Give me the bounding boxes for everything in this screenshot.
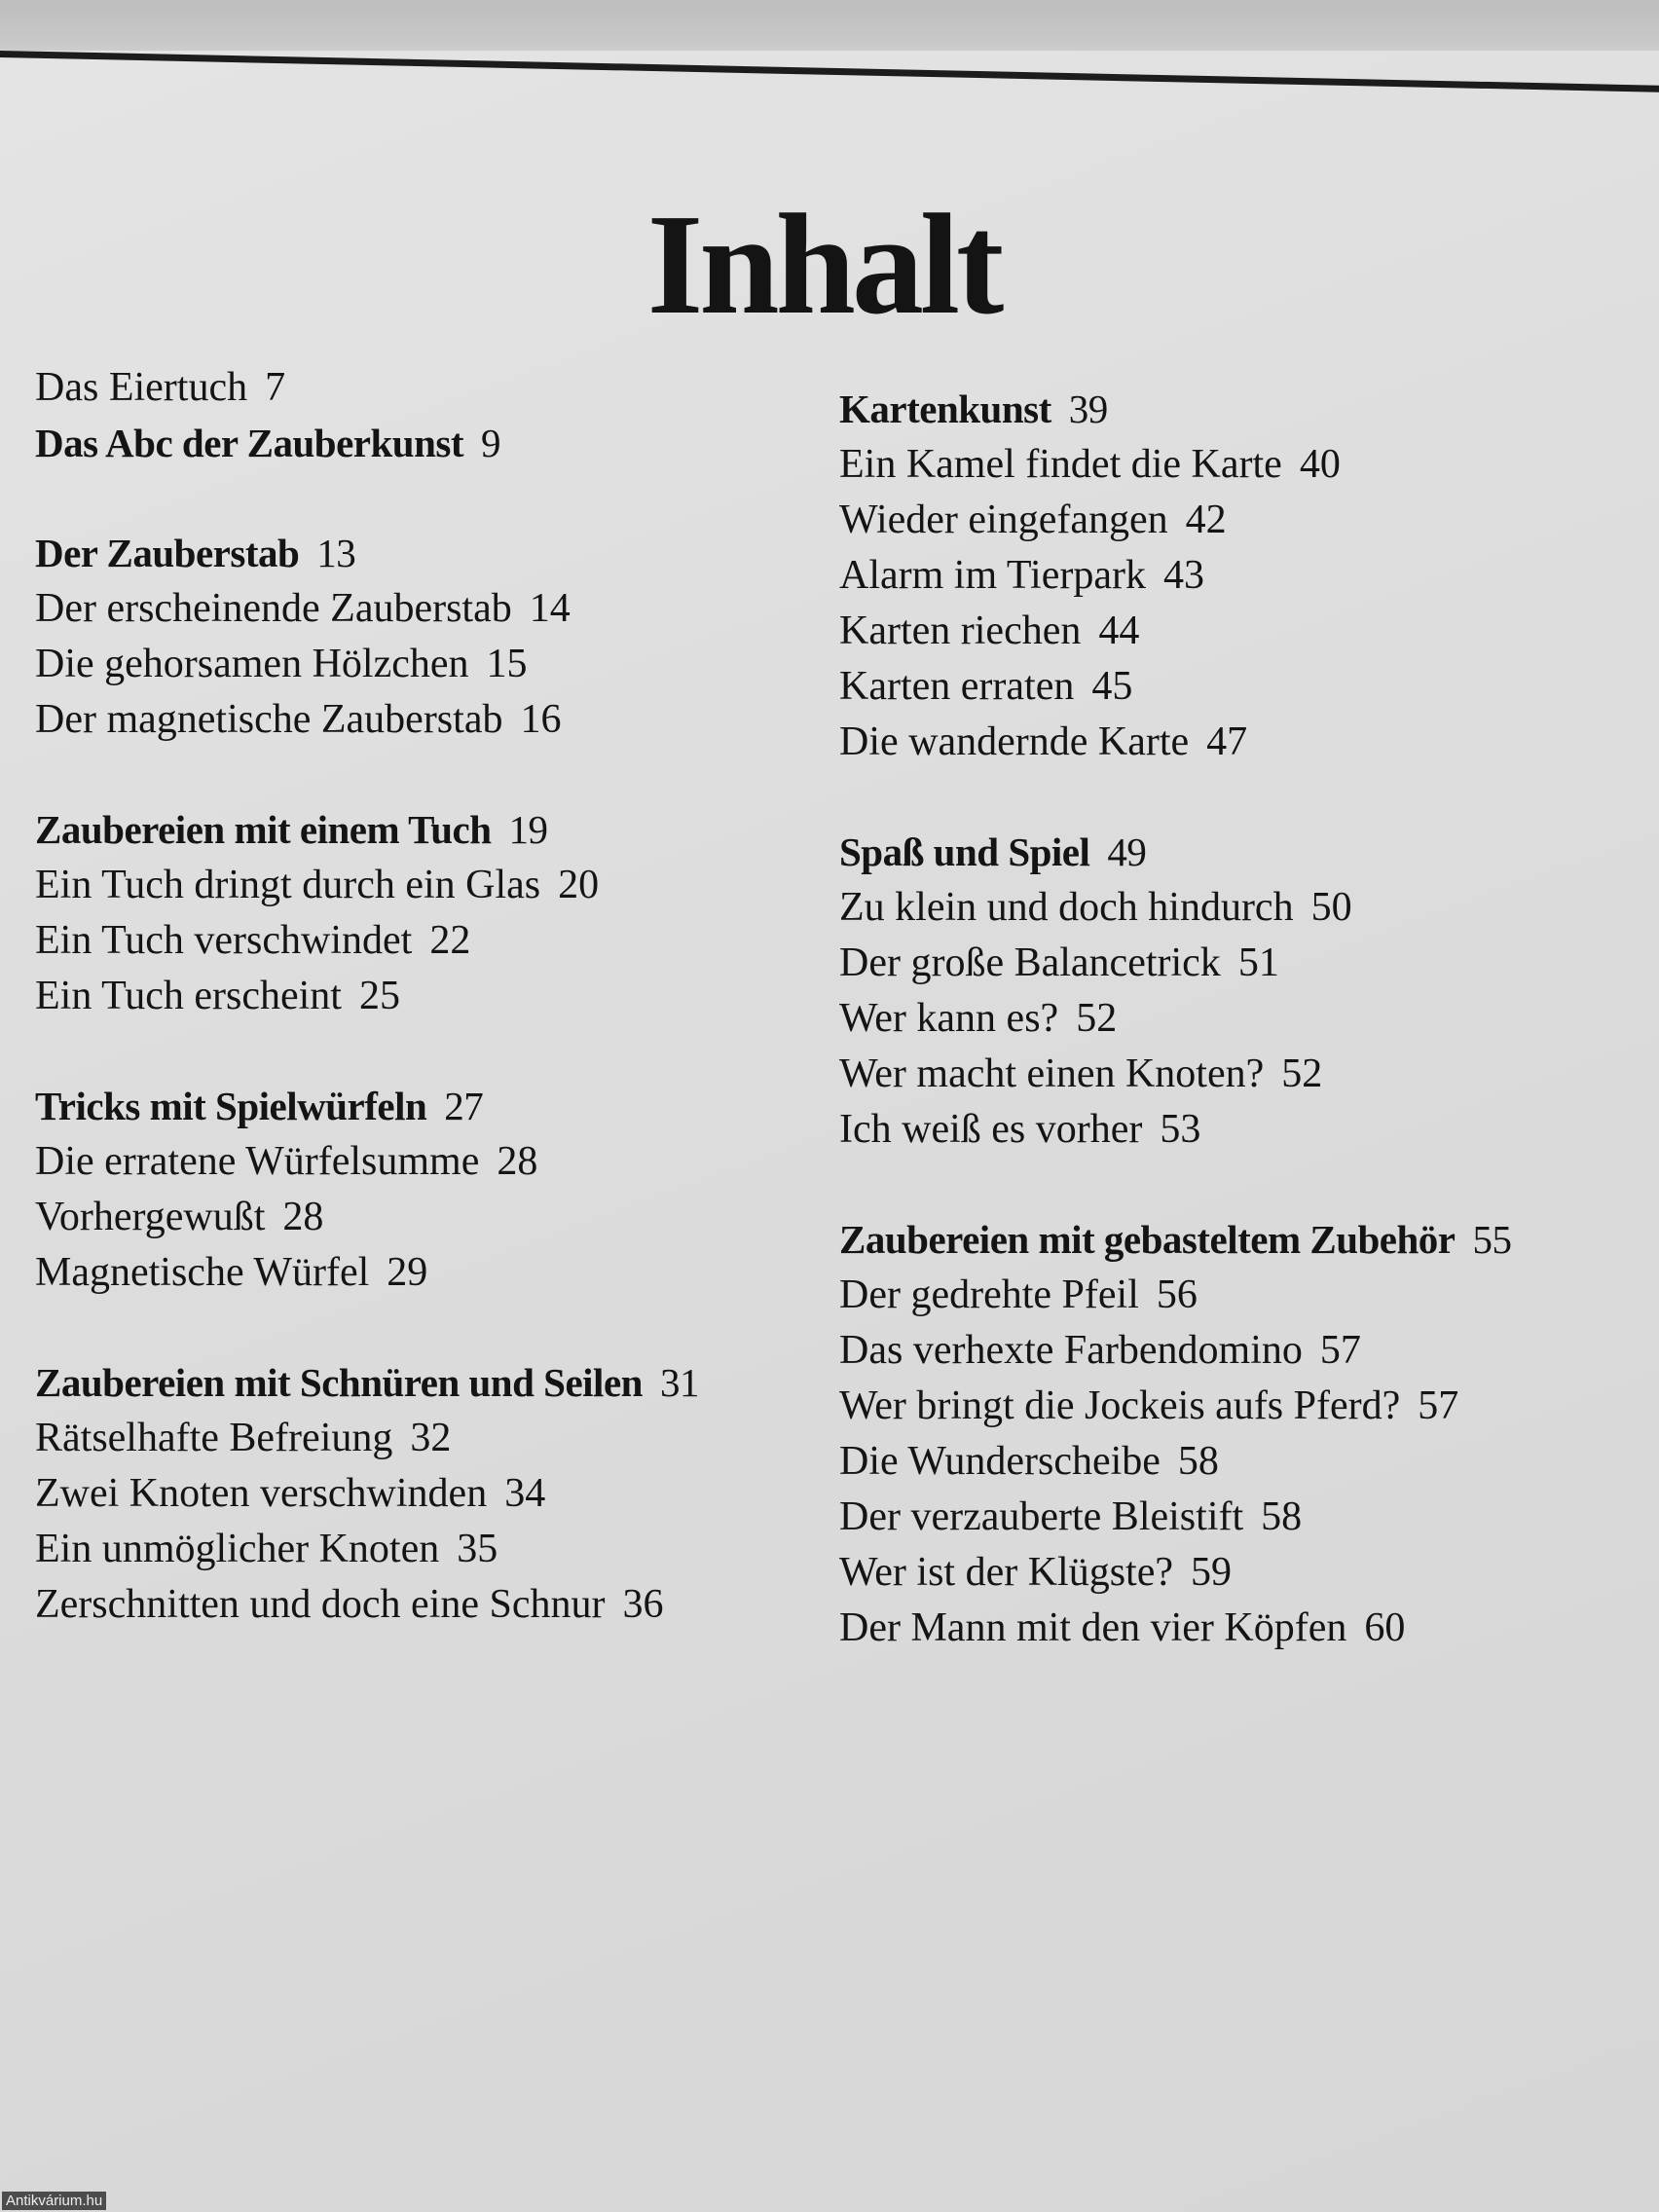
toc-entry [839,437,1638,493]
toc-page-number: 57 [1418,1383,1459,1428]
toc-page-number: 44 [1098,608,1140,653]
toc-entry-label: Das Eiertuch [35,365,248,410]
toc-page-number: 32 [410,1416,452,1460]
toc-entry-label: Die erratene Würfelsumme [35,1139,480,1184]
toc-page-number: 43 [1162,553,1204,598]
toc-entry [839,493,1638,548]
page-title-text: Inhalt [646,185,1001,345]
toc-entry [839,659,1638,715]
toc-page-number: 20 [558,863,600,907]
toc-page-number: 39 [1068,387,1108,431]
toc-section-heading [35,1355,814,1411]
toc-entry [839,1601,1638,1656]
toc-entry [839,1268,1638,1323]
toc-entry-label: Zaubereien mit einem Tuch [35,807,492,852]
toc-section-heading [839,825,1638,880]
toc-page-number: 36 [622,1582,664,1627]
toc-entry [35,637,814,692]
toc-entry-label: Ein Kamel findet die Karte [839,442,1282,487]
toc-entry-label: Magnetische Würfel [35,1250,370,1295]
toc-page-number: 16 [520,697,562,742]
page-title [0,185,1659,345]
toc-page-number: 60 [1364,1605,1406,1650]
toc-entry [35,913,814,969]
toc-page-number: 45 [1091,664,1133,709]
toc-entry-label: Zaubereien mit gebasteltem Zubehör [839,1217,1456,1262]
toc-entry-label: Der gedrehte Pfeil [839,1272,1139,1317]
toc-page-number: 51 [1237,940,1279,985]
toc-page-number: 55 [1472,1217,1512,1262]
toc-section [35,1355,814,1633]
toc-page-number: 52 [1076,996,1118,1041]
toc-entry [839,1434,1638,1490]
toc-entry-label: Zerschnitten und doch eine Schnur [35,1582,606,1627]
toc-entry [35,969,814,1024]
toc-page-number: 56 [1156,1272,1198,1317]
toc-entry [35,692,814,748]
toc-section [839,825,1638,1158]
toc-page-number: 9 [480,421,500,465]
toc-page-number: 7 [265,365,286,410]
toc-page-number: 58 [1177,1439,1219,1484]
toc-entry [35,1245,814,1301]
toc-page-number: 29 [387,1250,428,1295]
toc-entry [839,1545,1638,1601]
toc-entry [839,991,1638,1047]
toc-page-number: 49 [1107,830,1147,874]
toc-page-number: 59 [1191,1550,1233,1595]
toc-page-number: 14 [529,586,571,631]
toc-entry [35,858,814,913]
toc-entry-label: Ein Tuch verschwindet [35,918,413,963]
toc-page-number: 25 [358,974,400,1018]
toc-entry [35,1134,814,1190]
toc-page-number: 27 [444,1084,484,1128]
toc-section-heading [35,526,814,581]
toc-entry [839,715,1638,770]
toc-entry [35,1466,814,1522]
toc-entry-label: Alarm im Tierpark [839,553,1146,598]
toc-page-number: 15 [486,642,528,686]
toc-entry-label: Zwei Knoten verschwinden [35,1471,488,1516]
toc-entry-label: Der erscheinende Zauberstab [35,586,512,631]
toc-entry-label: Rätselhafte Befreiung [35,1416,393,1460]
watermark: Antikvárium.hu [2,2192,106,2210]
toc-entry-label: Zu klein und doch hindurch [839,885,1294,930]
toc-right-column [839,382,1638,1711]
toc-entry [35,1577,814,1633]
toc-entry-label: Ich weiß es vorher [839,1107,1143,1152]
toc-page-number: 22 [429,918,471,963]
toc-page-number: 13 [316,531,356,575]
toc-entry [839,1047,1638,1102]
toc-entry-label: Der große Balancetrick [839,940,1221,985]
toc-section [839,1212,1638,1656]
toc-entry-label: Der verzauberte Bleistift [839,1494,1244,1539]
toc-entry [839,1323,1638,1379]
toc-entry [35,360,814,416]
toc-entry-label: Vorhergewußt [35,1195,266,1239]
toc-entry-label: Kartenkunst [839,387,1051,431]
toc-section [35,526,814,748]
toc-entry [839,604,1638,659]
toc-section-heading [35,1079,814,1134]
toc-page-number: 57 [1319,1328,1361,1373]
toc-page-number: 58 [1261,1494,1303,1539]
toc-entry [35,1190,814,1245]
toc-page-number: 35 [457,1527,498,1571]
toc-left-column [35,360,814,1687]
toc-entry-label: Die Wunderscheibe [839,1439,1161,1484]
toc-entry-label: Ein Tuch erscheint [35,974,342,1018]
toc-section [839,382,1638,770]
toc-entry-label: Spaß und Spiel [839,830,1090,874]
toc-entry-label: Wer kann es? [839,996,1059,1041]
toc-section [35,360,814,471]
toc-page-number: 31 [659,1360,699,1405]
toc-entry [839,880,1638,936]
toc-page-number: 52 [1281,1051,1323,1096]
toc-entry-label: Das verhexte Farbendomino [839,1328,1303,1373]
toc-entry [35,1522,814,1577]
toc-page-number: 50 [1310,885,1352,930]
toc-entry [839,548,1638,604]
toc-entry-label: Tricks mit Spielwürfeln [35,1084,427,1128]
toc-entry-label: Zaubereien mit Schnüren und Seilen [35,1360,643,1405]
toc-section-heading [839,1212,1638,1268]
toc-page-number: 28 [282,1195,324,1239]
toc-section [35,802,814,1024]
toc-page-number: 28 [497,1139,538,1184]
toc-page-number: 47 [1206,719,1248,764]
toc-entry-label: Der Zauberstab [35,531,300,575]
toc-entry [35,581,814,637]
toc-entry-label: Ein unmöglicher Knoten [35,1527,440,1571]
toc-entry-label: Die gehorsamen Hölzchen [35,642,469,686]
toc-entry-label: Das Abc der Zauberkunst [35,421,463,465]
toc-page-number: 53 [1160,1107,1201,1152]
toc-entry [839,1490,1638,1545]
toc-entry [839,936,1638,991]
toc-page-number: 34 [504,1471,546,1516]
toc-page-number: 19 [508,807,548,852]
toc-entry-label: Karten erraten [839,664,1075,709]
toc-section-heading [35,416,814,471]
toc-entry-label: Die wandernde Karte [839,719,1190,764]
toc-page-number: 40 [1299,442,1341,487]
toc-entry-label: Der magnetische Zauberstab [35,697,503,742]
toc-section [35,1079,814,1301]
toc-section-heading [839,382,1638,437]
toc-entry-label: Wer macht einen Knoten? [839,1051,1265,1096]
toc-entry-label: Wer ist der Klügste? [839,1550,1174,1595]
toc-entry-label: Wer bringt die Jockeis aufs Pferd? [839,1383,1401,1428]
toc-entry-label: Der Mann mit den vier Köpfen [839,1605,1347,1650]
toc-page-number: 42 [1185,498,1227,542]
toc-entry [839,1102,1638,1158]
toc-entry-label: Wieder eingefangen [839,498,1168,542]
toc-entry [35,1411,814,1466]
toc-entry-label: Karten riechen [839,608,1082,653]
toc-section-heading [35,802,814,858]
toc-entry [839,1379,1638,1434]
toc-entry-label: Ein Tuch dringt durch ein Glas [35,863,541,907]
